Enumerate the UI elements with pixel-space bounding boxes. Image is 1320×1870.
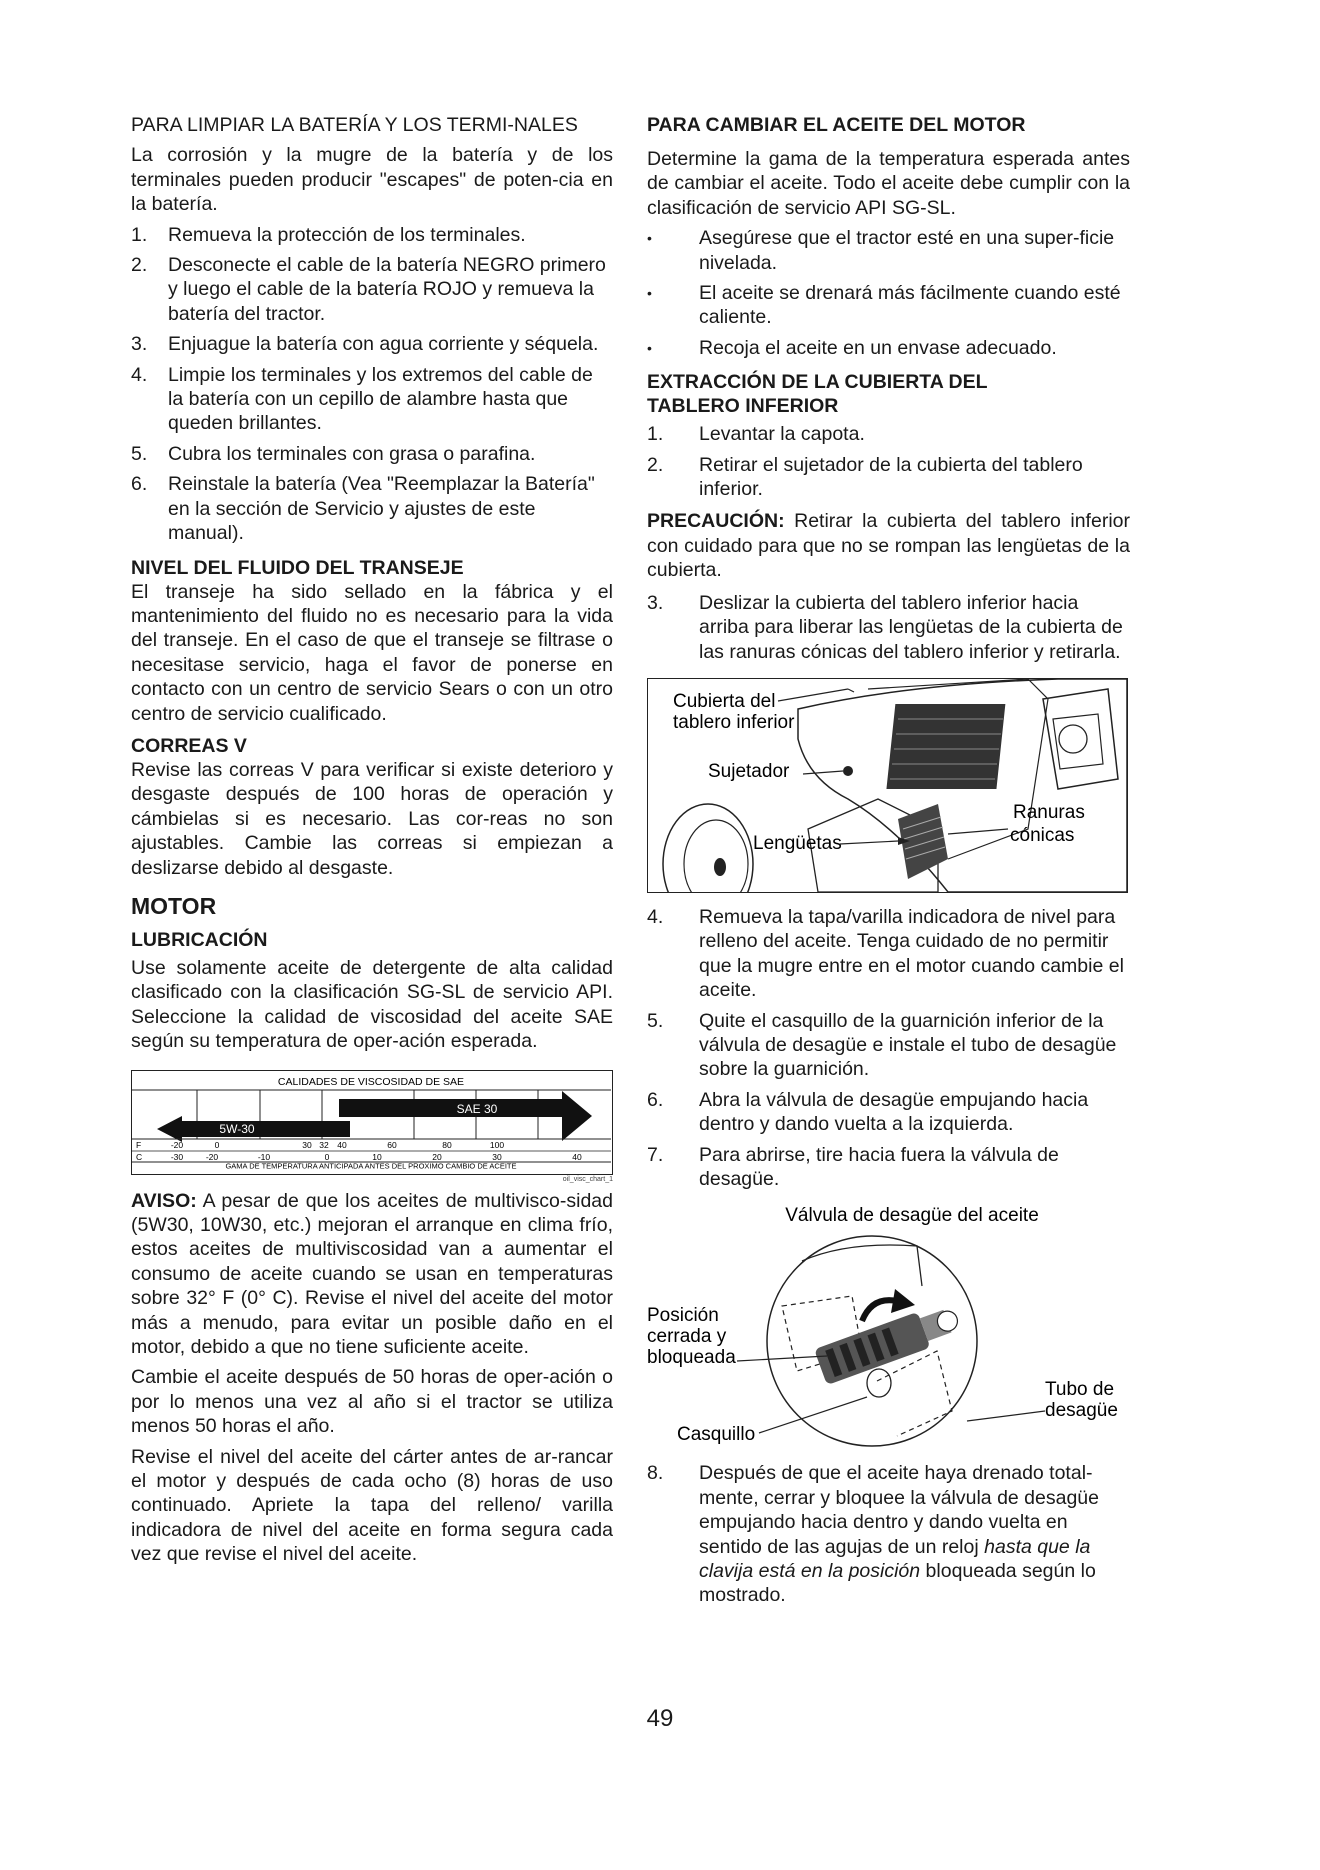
step-text-a: Después de que el aceite haya drenado total-mente, cerrar y bloquee la válvula de desagüe empujando hacia dentro y dando vuelta en sentido de las agujas de un reloj xyxy=(699,1462,1099,1558)
f-tick-label: 40 xyxy=(337,1139,347,1150)
oil-change-heading: PARA CAMBIAR EL ACEITE DEL MOTOR xyxy=(647,114,1026,136)
f-tick-label: 30 xyxy=(302,1139,312,1150)
oil-change-bullets xyxy=(647,226,1130,360)
transaxle-text: El transeje ha sido sellado en la fábrica y el mantenimiento del fluido no es necesario para la vida del transeje. En el caso de que el transeje se filtrase o necesitase servicio, haga el favor de ponerse en contacto con un centro de servicio Sears o con un otro centro de servicio cualificado. xyxy=(131,580,613,725)
caution-label: PRECAUCIÓN: xyxy=(647,510,785,533)
transaxle-heading: NIVEL DEL FLUIDO DEL TRANSEJE xyxy=(131,556,464,579)
step-text: Remueva la protección de los terminales. xyxy=(168,223,526,246)
drain-steps xyxy=(647,905,1130,1191)
tube-label-2: desagüe xyxy=(1045,1400,1118,1422)
position-label-3: bloqueada xyxy=(647,1347,736,1369)
position-label-2: cerrada y xyxy=(647,1326,727,1348)
dash-cover-figure xyxy=(647,678,1128,893)
drain-step xyxy=(647,1009,1130,1082)
fastener-label: Sujetador xyxy=(708,760,790,782)
dash-step xyxy=(647,453,1130,502)
c-tick-label: -20 xyxy=(205,1151,219,1162)
f-tick-label: 0 xyxy=(214,1139,220,1150)
step-text: Para abrirse, tire hacia fuera la válvula de desagüe. xyxy=(699,1143,1059,1190)
w530-label: 5W-30 xyxy=(219,1121,255,1136)
step-text: Cubra los terminales con grasa o parafina. xyxy=(168,442,536,465)
oil-change-intro: Determine la gama de la temperatura esperada antes de cambiar el aceite. Todo el aceite debe cumplir con la clasificación de servicio API SG-SL. xyxy=(647,148,1130,219)
position-label-1: Posición xyxy=(647,1305,719,1327)
c-tick-label: -10 xyxy=(257,1151,271,1162)
caution-paragraph xyxy=(647,509,1130,582)
belts-text: Revise las correas V para verificar si existe deterioro y desgaste después de 100 horas de operación y cámbielas si es necesario. Las cor-reas no son ajustables. Cambie las correas si empiezan a deslizarse debido al desgaste. xyxy=(131,758,613,879)
c-tick-labels xyxy=(171,1152,582,1162)
step-text: Reinstale la batería (Vea "Reemplazar la Batería" en la sección de Servicio y ajustes de este manual). xyxy=(168,473,595,545)
bullet-text: El aceite se drenará más fácilmente cuando esté caliente. xyxy=(699,282,1121,329)
notice-paragraph xyxy=(131,1189,613,1360)
viscosity-chart-svg xyxy=(132,1071,611,1169)
oil-change-bullet xyxy=(647,226,1130,275)
step-number: 1. xyxy=(131,223,148,246)
drain-step-8 xyxy=(647,1461,1130,1607)
step-text: Levantar la capota. xyxy=(699,423,865,446)
c-unit: C xyxy=(136,1151,143,1162)
step-number: 2. xyxy=(131,254,148,277)
bullet-icon: • xyxy=(647,285,652,302)
slots-label-1: Ranuras xyxy=(1013,801,1085,823)
f-tick-label: 32 xyxy=(319,1139,329,1150)
c-tick-label: -30 xyxy=(170,1151,184,1162)
f-tick-label: 100 xyxy=(489,1139,505,1150)
tube-label-1: Tubo de xyxy=(1045,1379,1115,1401)
c-tick-label: 40 xyxy=(572,1151,582,1162)
cover-label-2: tablero inferior xyxy=(673,711,795,733)
tabs-label: Lengüetas xyxy=(753,832,842,854)
dash-heading-line1: EXTRACCIÓN DE LA CUBIERTA DEL xyxy=(647,371,988,394)
step-number: 3. xyxy=(131,333,148,356)
step-text: Limpie los terminales y los extremos del cable de la batería con un cepillo de alambre hasta que queden brillantes. xyxy=(168,363,593,435)
oil-change-bullet xyxy=(647,281,1130,330)
motor-heading: MOTOR xyxy=(131,892,217,919)
change-paragraph: Cambie el aceite después de 50 horas de oper-ación o por lo menos una vez al año si el tractor se utiliza menos 50 horas el año. xyxy=(131,1366,613,1438)
battery-steps xyxy=(131,223,613,546)
battery-step xyxy=(131,223,613,247)
step-text-emphasis: hasta que la clavija está en la posición xyxy=(699,1535,1091,1582)
right-column xyxy=(647,113,1130,1608)
notice-label: AVISO: xyxy=(131,1189,197,1212)
belts-heading: CORREAS V xyxy=(131,734,247,757)
c-tick-label: 30 xyxy=(492,1151,502,1162)
dash-step-3 xyxy=(647,591,1130,664)
step-text: Abra la válvula de desagüe empujando hacia dentro y dando vuelta a la izquierda. xyxy=(699,1088,1089,1136)
oil-change-bullet xyxy=(647,336,1130,360)
f-tick-label: 80 xyxy=(442,1139,452,1150)
step-number: 3. xyxy=(647,591,664,614)
dash-cover-illustration xyxy=(648,679,1127,892)
step-number: 6. xyxy=(647,1088,664,1111)
battery-step xyxy=(131,472,613,545)
step-text: Remueva la tapa/varilla indicadora de nivel para relleno del aceite. Tenga cuidado de no permitir que la mugre entre en el motor cuando cambie el aceite. xyxy=(699,905,1124,1002)
step-number: 5. xyxy=(647,1009,664,1032)
step-number: 5. xyxy=(131,442,148,465)
step-number: 8. xyxy=(647,1462,664,1485)
page-number: 49 xyxy=(646,1705,674,1732)
bullet-icon: • xyxy=(647,339,652,356)
notice-text: A pesar de que los aceites de multivisco-sidad (5W30, 10W30, etc.) mejoran el arranque en clima frío, estos aceites de multiviscosidad van a aumentar el consumo de aceite cuando se usan en temperaturas sobre 32° F (0° C). Revise el nivel del aceite del motor más a menudo, para evitar un posible daño en el motor, debido a que no tiene suficiente aceite. xyxy=(131,1189,613,1359)
battery-step xyxy=(131,442,613,466)
f-tick-label: 60 xyxy=(387,1139,397,1150)
check-paragraph: Revise el nivel del aceite del cárter antes de ar-rancar el motor y después de cada ocho (8) horas de uso continuado. Apriete la tapa del relleno/ varilla indicadora de nivel del aceite en forma segura cada vez que revise el nivel del aceite. xyxy=(131,1445,613,1566)
step-number: 7. xyxy=(647,1143,664,1166)
viscosity-chart-footer: GAMA DE TEMPERATURA ANTICIPADA ANTES DEL PROXIMO CAMBIO DE ACEITE xyxy=(225,1161,517,1169)
battery-step xyxy=(131,363,613,436)
slots-label-2: cónicas xyxy=(1010,824,1075,846)
viscosity-chart xyxy=(131,1070,613,1175)
battery-intro: La corrosión y la mugre de la batería y de los terminales pueden producir "escapes" de poten-cia en la batería. xyxy=(131,144,613,216)
step-number: 2. xyxy=(647,453,664,476)
drain-valve-figure xyxy=(647,1201,1130,1451)
step-text: Quite el casquillo de la guarnición inferior de la válvula de desagüe e instale el tubo de desagüe sobre la guarnición. xyxy=(699,1009,1117,1081)
battery-step xyxy=(131,253,613,326)
viscosity-chart-title: CALIDADES DE VISCOSIDAD DE SAE xyxy=(277,1075,465,1088)
left-column xyxy=(131,113,613,1567)
step-text: Deslizar la cubierta del tablero inferior hacia arriba para liberar las lengüetas de la cubierta de las ranuras cónicas del tablero inferior y retirarla. xyxy=(699,591,1123,663)
dash-steps xyxy=(647,422,1130,501)
f-tick-labels xyxy=(171,1140,505,1150)
cover-label-1: Cubierta del xyxy=(673,690,776,712)
drain-valve-illustration xyxy=(647,1201,1130,1451)
step-text-b: bloqueada según lo mostrado. xyxy=(699,1560,1096,1607)
step-text: Enjuague la batería con agua corriente y séquela. xyxy=(168,333,599,356)
drain-step xyxy=(647,905,1130,1003)
c-tick-label: 10 xyxy=(372,1151,382,1162)
drain-figure-title: Válvula de desagüe del aceite xyxy=(785,1205,1039,1227)
step-number: 6. xyxy=(131,473,148,496)
battery-step xyxy=(131,332,613,356)
step-text: Desconecte el cable de la batería NEGRO primero y luego el cable de la batería ROJO y remueva la batería del tractor. xyxy=(168,254,606,325)
caution-text: Retirar la cubierta del tablero inferior con cuidado para que no se rompan las lengüetas de la cubierta. xyxy=(647,510,1130,582)
bullet-text: Asegúrese que el tractor esté en una super-ficie nivelada. xyxy=(699,227,1115,274)
sae30-label: SAE 30 xyxy=(456,1101,498,1116)
lubrication-text: Use solamente aceite de detergente de alta calidad clasificado con la clasificación SG-SL de servicio API. Seleccione la calidad de viscosidad del aceite SAE según su temperatura de oper-ación esperada. xyxy=(131,956,613,1053)
f-unit: F xyxy=(136,1139,142,1150)
lubrication-heading: LUBRICACIÓN xyxy=(131,928,268,951)
drain-step xyxy=(647,1088,1130,1137)
c-tick-label: 0 xyxy=(324,1151,330,1162)
step-text: Retirar el sujetador de la cubierta del tablero inferior. xyxy=(699,453,1083,501)
battery-heading: PARA LIMPIAR LA BATERÍA Y LOS TERMI-NALES xyxy=(131,114,578,136)
f-tick-label: -20 xyxy=(170,1139,184,1150)
chart-ref: oil_visc_chart_1 xyxy=(562,1175,613,1183)
dash-heading-line2: TABLERO INFERIOR xyxy=(647,395,839,418)
dash-step xyxy=(647,422,1130,446)
cap-label: Casquillo xyxy=(677,1424,756,1446)
step-number: 4. xyxy=(131,363,148,386)
step-number: 1. xyxy=(647,423,664,446)
bullet-icon: • xyxy=(647,230,652,247)
c-tick-label: 20 xyxy=(432,1151,442,1162)
drain-step xyxy=(647,1143,1130,1192)
bullet-text: Recoja el aceite en un envase adecuado. xyxy=(699,336,1057,359)
step-number: 4. xyxy=(647,905,664,928)
